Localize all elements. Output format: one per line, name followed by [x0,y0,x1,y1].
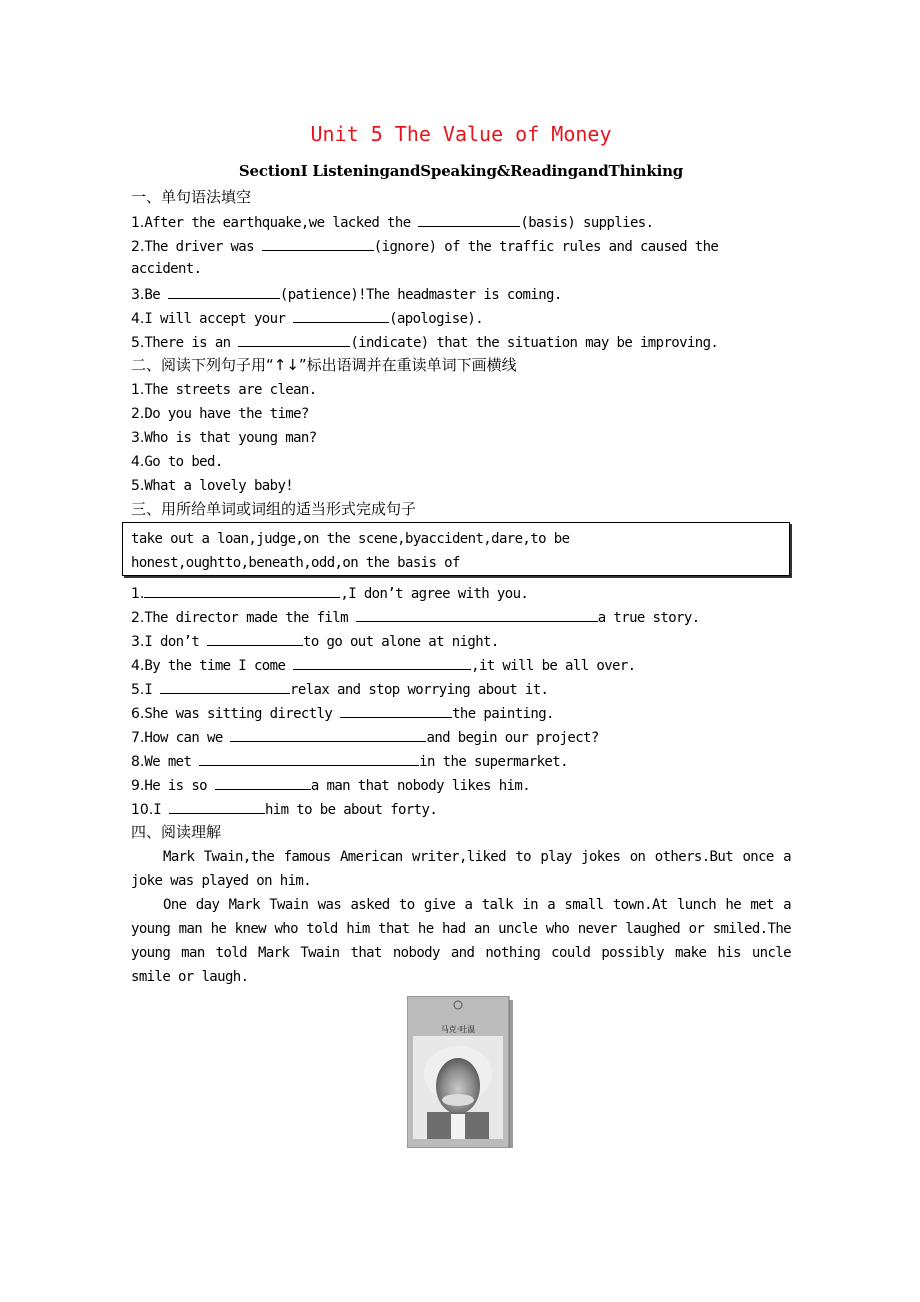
part1-item-2-cont: accident. [131,261,202,277]
item-text: (apologise). [389,311,484,327]
item-text: He is so [144,778,215,794]
item-text: ,it will be all over. [471,658,636,674]
item-text: (ignore) of the traffic rules and caused the [373,239,719,255]
item-number: 1. [131,586,145,602]
item-number: 2. [131,239,145,255]
part3-item-8 [131,751,568,771]
item-text: The driver was [144,239,262,255]
item-text: How can we [144,730,231,746]
part3-item-6 [131,703,554,723]
answer-blank[interactable] [160,679,290,694]
item-text: (basis) supplies. [520,215,654,231]
item-text: in the supermarket. [419,754,568,770]
item-number: 2. [131,406,145,422]
item-text: What a lovely baby! [144,478,294,494]
item-number: 3. [131,430,145,446]
item-text: After the earthquake,we lacked the [144,215,419,231]
item-number: 9. [131,778,145,794]
answer-blank[interactable] [215,775,311,790]
item-text: ,I don’t agree with you. [340,586,529,602]
answer-blank[interactable] [199,751,419,766]
item-number: 5. [131,478,145,494]
item-text: The streets are clean. [144,382,317,398]
reading-paragraph-2: One day Mark Twain was asked to give a talk in a small town.At lunch he met a young man he knew who told him that he had an uncle who never laughed or smiled.The young man told Mark Twain that nobody and nothing could possibly make his uncle smile or laugh. [131,897,791,985]
item-text: I [153,802,169,818]
part3-item-4 [131,655,636,675]
part3-item-9 [131,775,530,795]
part2-item-2 [131,405,309,423]
item-text: There is an [144,335,239,351]
word-bank-line-2: honest,oughtto,beneath,odd,on the basis of [131,555,460,571]
item-text: the painting. [452,706,554,722]
item-number: 4. [131,311,145,327]
part3-item-3 [131,631,499,651]
part3-item-2 [131,607,700,627]
item-number: 10. [131,802,154,818]
part3-item-10 [131,799,437,819]
item-number: 5. [131,335,145,351]
item-text: The director made the film [144,610,356,626]
part2-heading: 二、阅读下列句子用“↑↓”标出语调并在重读单词下画横线 [131,356,517,374]
item-number: 4. [131,658,145,674]
item-number: 7. [131,730,145,746]
answer-blank[interactable] [293,655,471,670]
item-text: Who is that young man? [144,430,317,446]
item-number: 4. [131,454,145,470]
part3-heading: 三、用所给单词或词组的适当形式完成句子 [131,500,417,518]
book-cover-title: 马克·吐温 [440,1025,476,1034]
part2-item-4 [131,453,223,471]
item-text: him to be about forty. [264,802,438,818]
answer-blank[interactable] [230,727,426,742]
answer-blank[interactable] [340,703,452,718]
item-text: relax and stop worrying about it. [290,682,549,698]
part1-item-1 [131,212,653,232]
item-number: 2. [131,610,145,626]
part2-item-1 [131,381,317,399]
part2-item-3 [131,429,317,447]
item-text: (patience)!The headmaster is coming. [279,287,562,303]
item-text: a true story. [597,610,700,626]
item-text: Do you have the time? [144,406,309,422]
item-text: (indicate) that the situation may be improving. [350,335,719,351]
item-text: to go out alone at night. [303,634,499,650]
item-text: and begin our project? [426,730,599,746]
item-text: Be [144,287,168,303]
item-number: 8. [131,754,145,770]
part4-heading: 四、阅读理解 [131,823,222,841]
item-number: 6. [131,706,145,722]
item-text: I [144,682,161,698]
answer-blank[interactable] [168,284,280,299]
word-bank-line-1: take out a loan,judge,on the scene,byaccident,dare,to be [131,531,570,547]
item-number: 3. [131,287,145,303]
item-text: We met [144,754,200,770]
item-number: 5. [131,682,145,698]
item-number: 3. [131,634,145,650]
answer-blank[interactable] [418,212,520,227]
part2-item-5 [131,477,293,495]
book-cover-image [407,996,513,1148]
part1-item-2 [131,236,718,256]
page-title: Unit 5 The Value of Money [310,122,612,146]
item-text: She was sitting directly [144,706,341,722]
answer-blank[interactable] [238,332,350,347]
answer-blank[interactable] [207,631,303,646]
part1-item-5 [131,332,718,352]
part3-item-5 [131,679,548,699]
part1-item-4 [131,308,483,328]
part3-item-1 [131,583,528,603]
answer-blank[interactable] [293,308,389,323]
item-text: I will accept your [144,311,294,327]
section-subtitle: SectionⅠ ListeningandSpeaking&ReadingandThinking [238,162,684,180]
part1-heading: 一、单句语法填空 [131,188,252,206]
item-text: a man that nobody likes him. [310,778,531,794]
item-text: By the time I come [144,658,294,674]
item-number: 1. [131,382,145,398]
answer-blank[interactable] [356,607,598,622]
book-illustration [407,996,513,1148]
answer-blank[interactable] [169,799,265,814]
item-text: I don’t [144,634,207,650]
part3-item-7 [131,727,599,747]
item-text: Go to bed. [144,454,223,470]
item-number: 1. [131,215,145,231]
part1-item-3 [131,284,562,304]
answer-blank[interactable] [262,236,374,251]
answer-blank[interactable] [144,583,340,598]
reading-paragraph-1: Mark Twain,the famous American writer,liked to play jokes on others.But once a joke was played on him. [131,849,791,889]
